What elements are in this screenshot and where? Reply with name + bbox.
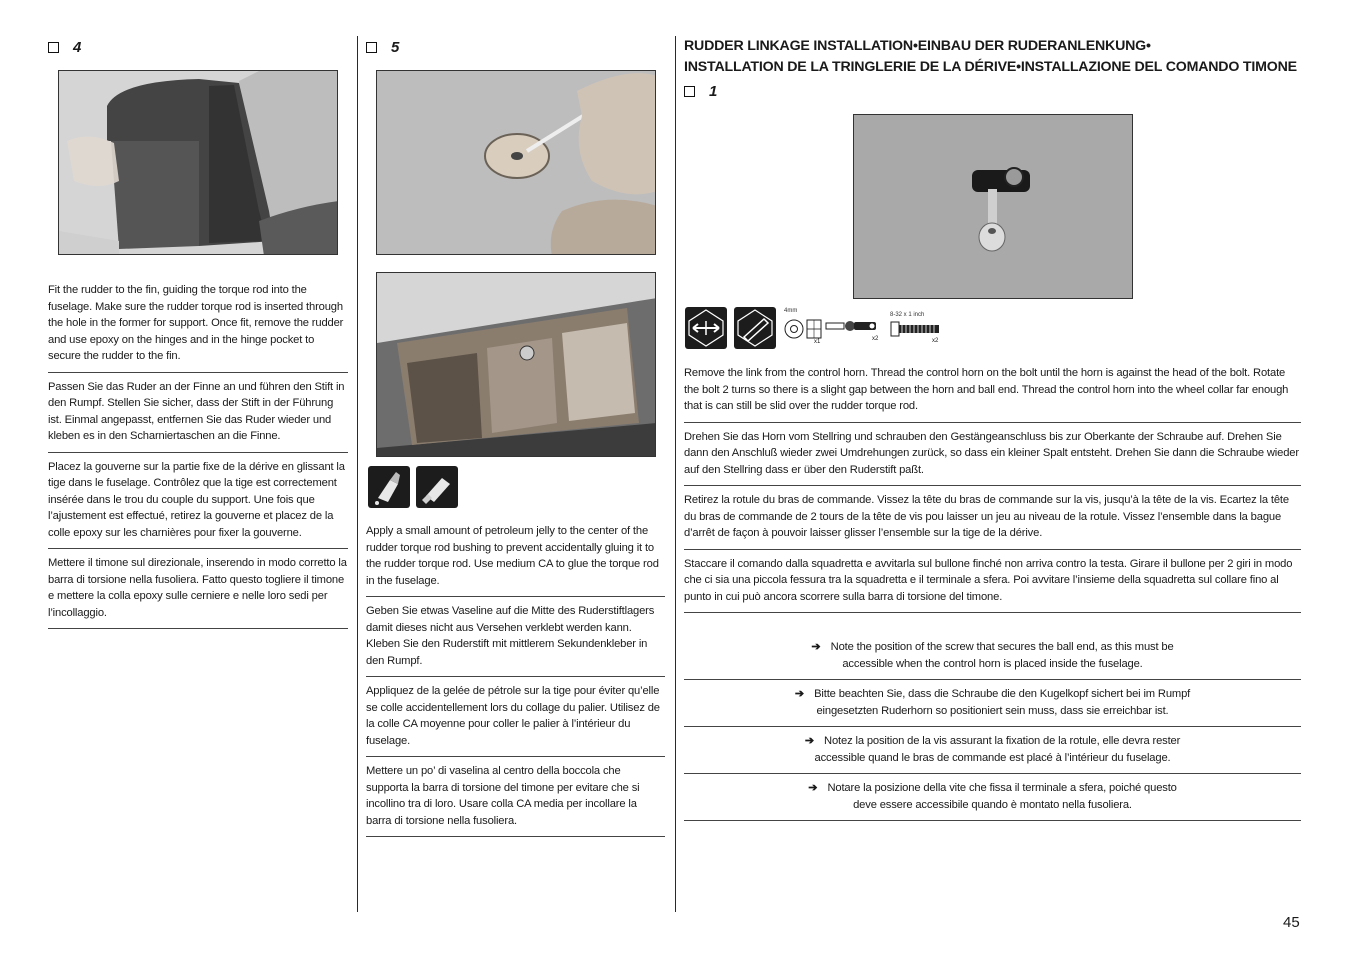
column-step-4 bbox=[48, 36, 348, 58]
arrow-right-icon: ➔ bbox=[794, 688, 805, 700]
arrow-right-icon: ➔ bbox=[804, 735, 815, 747]
ca-glue-bottle-icon bbox=[368, 466, 410, 508]
qty-ball-link: x2 bbox=[872, 336, 879, 342]
note-fr-line-2: accessible quand le bras de commande est placé à l’intérieur du fuselage. bbox=[814, 751, 1171, 764]
paragraph-fr: Retirez la rotule du bras de commande. Vissez la tête du bras de commande sur la vis, jusqu’à la tête de la vis. Ecartez la tête du bras de commande de 2 tours de la tête de vis pou laisser un jeu au niveau de la rotule. Vissez l’ensemble dans la bague d’arrêt de façon à pouvoir laisser glisser l’ensemble sur la tige de la dérive. bbox=[684, 486, 1301, 550]
step-header-5 bbox=[366, 36, 665, 58]
paragraph-it: Staccare il comando dalla squadretta e avvitarla sul bullone finché non arriva contro la testa. Girare il bullone per 2 giri in modo che ci sia una piccola fessura tra la squadretta e il terminale a sfera. Poi avvitare l’insieme della squadretta sul collare fino al punto in cui può ancora scorrere sulla barra di torsione del timone. bbox=[684, 550, 1301, 614]
note-fr bbox=[684, 727, 1301, 774]
control-horn-photo-illustration bbox=[854, 115, 1133, 299]
note-it-line-1: Notare la posizione della vite che fissa il terminale a sfera, poiché questo bbox=[827, 782, 1177, 794]
step-number: 4 bbox=[73, 38, 82, 56]
photo-rudder-fit bbox=[58, 70, 338, 255]
checkbox-icon[interactable] bbox=[48, 42, 59, 53]
ball-link-icon bbox=[824, 318, 880, 334]
step-number: 5 bbox=[391, 38, 400, 56]
column-rudder-linkage bbox=[684, 36, 1301, 102]
rudder-photo-illustration bbox=[59, 71, 338, 255]
checkbox-icon[interactable] bbox=[366, 42, 377, 53]
paragraph-it: Mettere il timone sul direzionale, inserendo in modo corretto la barra di torsione nella fusoliera. Fatto questo togliere il timone e mettere la colla epoxy sulle cerniere e nelle loro sedi per l’incollaggio. bbox=[48, 549, 348, 629]
note-de bbox=[684, 680, 1301, 727]
step-header-1 bbox=[684, 80, 1301, 102]
column-1-text bbox=[48, 282, 348, 629]
note-en-line-1: Note the position of the screw that secures the ball end, as this must be bbox=[830, 641, 1174, 653]
note-fr-line-1: Notez la position de la vis assurant la fixation de la rotule, elle devra rester bbox=[824, 735, 1181, 747]
page-number: 45 bbox=[1283, 914, 1300, 931]
step-header-4 bbox=[48, 36, 348, 58]
part-bolt-size: 8-32 x 1 inch bbox=[890, 312, 925, 318]
adjust-length-icon bbox=[685, 307, 727, 349]
paragraph-fr: Placez la gouverne sur la partie fixe de la dérive en glissant la tige dans le fuselage. Contrôlez que la tige est correctement insérée dans le trou du couple du support. Une fois que l’ajustement est effectué, retirez la gouverne et placez de la colle epoxy sur les charnières pour fixer la gouverne. bbox=[48, 453, 348, 550]
epoxy-tube-icon bbox=[416, 466, 458, 508]
note-en-line-2: accessible when the control horn is placed inside the fuselage. bbox=[842, 657, 1143, 670]
paragraph-de: Passen Sie das Ruder an der Finne an und führen den Stift in den Rumpf. Stellen Sie sicher, dass der Stift in der Führung ist. Einmal angepasst, entfernen Sie das Ruder wieder und kleben es in den Scharniertaschen an die Finne. bbox=[48, 373, 348, 453]
photo-torque-rod-fuselage bbox=[376, 272, 656, 457]
qty-collar: x1 bbox=[814, 339, 821, 345]
qty-bolt: x2 bbox=[932, 338, 939, 344]
collar-side-icon bbox=[806, 318, 822, 340]
photo-bushing-jelly bbox=[376, 70, 656, 255]
column-step-5 bbox=[366, 36, 665, 58]
paragraph-de: Geben Sie etwas Vaseline auf die Mitte des Ruderstiftlagers damit dieses nicht aus Versehen verklebt werden kann. Kleben Sie den Ruderstift mit mittlerem Sekundenkleber in den Rumpf. bbox=[366, 597, 665, 677]
paragraph-en: Apply a small amount of petroleum jelly to the center of the rudder torque rod bushing to prevent accidentally gluing it to the rudder torque rod. Use medium CA to glue the torque rod in the fuselage. bbox=[366, 523, 665, 597]
paragraph-en: Remove the link from the control horn. Thread the control horn on the bolt until the horn is against the head of the bolt. Rotate the bolt 2 turns so there is a slight gap between the horn and ball end. Thread the control horn into the wheel collar far enough that is can still be slid over the rudder torque rod. bbox=[684, 365, 1301, 423]
fuselage-photo-illustration bbox=[377, 273, 656, 457]
photo-control-horn bbox=[853, 114, 1133, 299]
note-de-line-2: eingesetzten Ruderhorn so positioniert sein muss, dass sie erreichbar ist. bbox=[816, 704, 1169, 717]
note-it-line-2: deve essere accessibile quando è montato nella fusoliera. bbox=[853, 798, 1132, 811]
step-number: 1 bbox=[709, 82, 718, 100]
wheel-collar-icon bbox=[783, 318, 805, 340]
column-divider-1 bbox=[357, 36, 358, 912]
note-it bbox=[684, 774, 1301, 821]
bolt-icon bbox=[890, 320, 942, 338]
column-3-text bbox=[684, 365, 1301, 613]
paragraph-en: Fit the rudder to the fin, guiding the torque rod into the fuselage. Make sure the rudder torque rod is inserted through the hole in the former for support. Once fit, remove the rudder and use epoxy on the hinges and in the hinge pocket to secure the rudder to the fin. bbox=[48, 282, 348, 373]
paragraph-fr: Appliquez de la gelée de pétrole sur la tige pour éviter qu’elle se colle accidentellement lors du collage du palier. Utilisez de la colle CA moyenne pour coller le palier à l’intérieur du fuselage. bbox=[366, 677, 665, 757]
arrow-right-icon: ➔ bbox=[808, 782, 818, 794]
bushing-photo-illustration bbox=[377, 71, 656, 255]
arrow-right-icon: ➔ bbox=[811, 641, 821, 653]
checkbox-icon[interactable] bbox=[684, 86, 695, 97]
screwdriver-icon bbox=[734, 307, 776, 349]
column-divider-2 bbox=[675, 36, 676, 912]
note-de-line-1: Bitte beachten Sie, dass die Schraube die den Kugelkopf sichert bei im Rumpf bbox=[814, 688, 1191, 700]
notes-section bbox=[684, 633, 1301, 821]
part-size-4mm: 4mm bbox=[784, 308, 798, 314]
note-en bbox=[684, 633, 1301, 680]
paragraph-de: Drehen Sie das Horn vom Stellring und schrauben den Gestängeanschluss bis zur Oberkante der Schraube auf. Drehen Sie dann den Anschluß wieder zwei Umdrehungen zurück, so dass ein kleiner Spalt entsteht. Drehen Sie dann die Schraube wieder auf den Stellring dass er über den Ruderstift paßt. bbox=[684, 423, 1301, 487]
section-heading-line-2: INSTALLATION DE LA TRINGLERIE DE LA DÉRIVE•INSTALLAZIONE DEL COMANDO TIMONE bbox=[684, 59, 1297, 75]
column-2-text bbox=[366, 523, 665, 837]
section-heading-line-1: RUDDER LINKAGE INSTALLATION•EINBAU DER RUDERANLENKUNG• bbox=[684, 38, 1151, 54]
paragraph-it: Mettere un po’ di vaselina al centro della boccola che supporta la barra di torsione del timone per evitare che si incollino tra di loro. Usare colla CA media per incollare la barra di torsione nella fusoliera. bbox=[366, 757, 665, 837]
